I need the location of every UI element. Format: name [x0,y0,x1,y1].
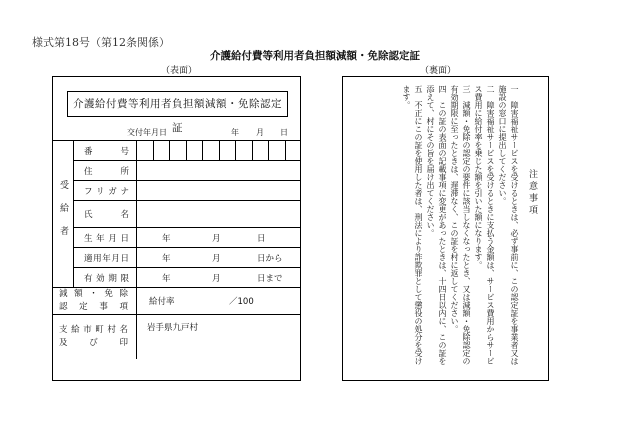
field-name: 氏名 [74,201,137,228]
expiry-month-unit: 月 [212,273,221,284]
field-expiry: 有効期限 [74,268,137,288]
benefit-rate-cell[interactable] [137,288,302,315]
certificate-back [342,76,549,381]
recipient-label-text: 受給者 [58,179,68,249]
form-number: 様式第18号（第12条関係） [32,36,170,49]
expiry-value[interactable] [137,268,302,288]
address-value[interactable] [137,161,302,181]
start-date-value[interactable] [137,248,302,268]
start-month-unit: 月 [212,253,221,264]
name-value[interactable] [137,201,302,228]
birth-day-unit: 日 [257,233,266,244]
start-from-unit: 日から [257,253,283,264]
certificate-table [53,140,301,359]
issue-date-label: 交付年月日 [127,128,167,137]
expiry-year-unit: 年 [162,273,171,284]
birthdate-value[interactable] [137,228,302,248]
birth-month-unit: 月 [212,233,221,244]
birth-year-unit: 年 [162,233,171,244]
reduction-label: 減額・免除 認定事項 [53,288,137,315]
issue-day-unit: 日 [280,128,288,137]
benefit-rate-label: 給付率 [149,297,175,307]
note-3: 三 減額・免除の認定の要件に該当しなくなったとき、又は減額・免除認定の有効期限に至ったときは、遅滞なく、この証を村に返してください。 [450,85,471,365]
municipality-label: 支給市町村名 及び印 [53,315,137,360]
recipient-label [53,141,74,288]
benefit-rate-value: ／100 [229,297,254,307]
municipality-value: 岩手県九戸村 [137,315,302,360]
certificate-front [52,76,301,381]
expiry-until-unit: 日まで [257,273,283,284]
field-birthdate: 生年月日 [74,228,137,248]
issue-month-unit: 月 [256,128,264,137]
furigana-value[interactable] [137,181,302,201]
issue-year-unit: 年 [231,128,239,137]
field-address: 住所 [74,161,137,181]
page-title: 介護給付費等利用者負担額減額・免除認定証 [210,50,420,62]
field-start-date: 適用年月日 [74,248,137,268]
front-side-label: （表面） [161,66,198,76]
back-side-label: （裏面） [420,66,457,76]
number-digits[interactable] [137,141,302,161]
note-5: 五 不正にこの証を使用した者は、刑法により詐欺罪として懲役の処分を受けます。 [402,85,423,365]
note-4: 四 この証の表面の記載事項に変更があったときは、十四日以内に、この証を添えて、村にその旨を届け出てください。 [426,85,447,365]
notes-heading: 注意事項 [527,169,537,217]
note-1: 一 障害福祉サービスを受けるときは、必ず事前に、この認定証を事業者又は施設の窓口に提出してください。 [498,85,519,365]
notes-block [351,85,538,370]
field-furigana: フリガナ [74,181,137,201]
start-year-unit: 年 [162,253,171,264]
note-2: 二 障害福祉サービスを受けるときに支払う金額は、サービス費用からサービス費用に給付率を乗じた額を引いた額になります。 [474,85,495,365]
certificate-title: 介護給付費等利用者負担額減額・免除認定証 [67,91,288,117]
field-number: 番号 [74,141,137,161]
